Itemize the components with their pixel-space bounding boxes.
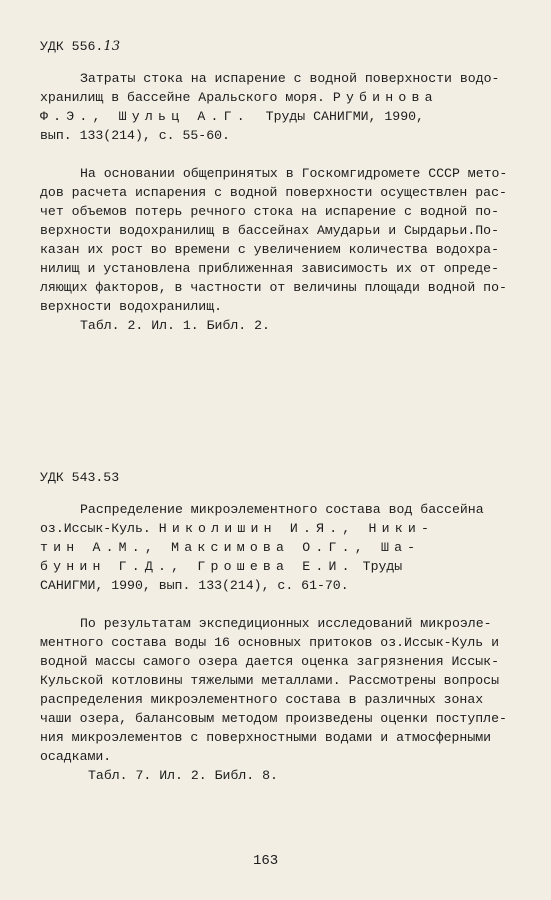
abstract-line: дов расчета испарения с водной поверхности осуществлен рас- bbox=[40, 185, 507, 200]
abstract-line: водной массы самого озера дается оценка загрязнения Иссык- bbox=[40, 654, 499, 669]
footer-line: Табл. 7. Ил. 2. Библ. 8. bbox=[88, 768, 278, 783]
ref-line: вып. 133(214), с. 55-60. bbox=[40, 128, 230, 143]
ref-line: Распределение микроэлементного состава вод бассейна bbox=[80, 502, 484, 517]
abstract-line: верхности водохранилищ в бассейнах Амударьи и Сырдарьи.По- bbox=[40, 223, 499, 238]
page-number: 163 bbox=[253, 853, 279, 869]
handwritten-udk-suffix: 13 bbox=[103, 39, 121, 54]
abstract-line: чаши озера, балансовым методом произведены оценки поступле- bbox=[40, 711, 507, 726]
ref-line bbox=[40, 539, 420, 556]
abstract-line: чет объемов потерь речного стока на испарение с водной по- bbox=[40, 204, 499, 219]
abstract-line: По результатам экспедиционных исследований микроэле- bbox=[80, 616, 492, 631]
abstract-line: верхности водохранилищ. bbox=[40, 299, 223, 314]
abstract-line: нилищ и установлена приближенная зависимость их от опреде- bbox=[40, 261, 499, 276]
abstract-line: На основании общепринятых в Госкомгидромете СССР мето- bbox=[80, 166, 508, 181]
abstract-line: распределения микроэлементного состава в различных зонах bbox=[40, 692, 484, 707]
ref-line: САНИГМИ, 1990, вып. 133(214), с. 61-70. bbox=[40, 578, 349, 593]
ref-line: Затраты стока на испарение с водной поверхности водо- bbox=[80, 71, 500, 86]
abstract-line: ляющих факторов, в частности от величины площади водной по- bbox=[40, 280, 507, 295]
author-spaced: Ф.Э., Шульц А.Г. bbox=[40, 109, 250, 124]
author-spaced: тин А.М., Максимова О.Г., Ша- bbox=[40, 540, 421, 555]
abstract-line: ния микроэлементов с поверхностными водами и атмосферными bbox=[40, 730, 492, 745]
ref-line: бунин Г.Д., Грошева Е.И. Труды bbox=[40, 559, 403, 574]
abstract-line: осадками. bbox=[40, 749, 112, 764]
author-spaced: бунин Г.Д., Грошева Е.И. bbox=[40, 559, 355, 574]
ref-line: Ф.Э., Шульц А.Г. Труды САНИГМИ, 1990, bbox=[40, 109, 424, 124]
abstract-line: Кульской котловины тяжелыми металлами. Рассмотрены вопросы bbox=[40, 673, 499, 688]
udk-code-1: УДК 556.13 bbox=[40, 39, 121, 54]
abstract-line: ментного состава воды 16 основных притоков оз.Иссык-Куль и bbox=[40, 635, 499, 650]
ref-line: хранилищ в бассейне Аральского моря. Рубинова bbox=[40, 90, 438, 105]
udk-code-2: УДК 543.53 bbox=[40, 470, 120, 485]
ref-line: оз.Иссык-Куль. Николишин И.Я., Ники- bbox=[40, 521, 435, 536]
author-spaced: Николишин И.Я., Ники- bbox=[158, 521, 435, 536]
footer-line: Табл. 2. Ил. 1. Библ. 2. bbox=[80, 318, 270, 333]
abstract-line: казан их рост во времени с увеличением количества водохра- bbox=[40, 242, 499, 257]
author-spaced: Рубинова bbox=[332, 90, 438, 105]
